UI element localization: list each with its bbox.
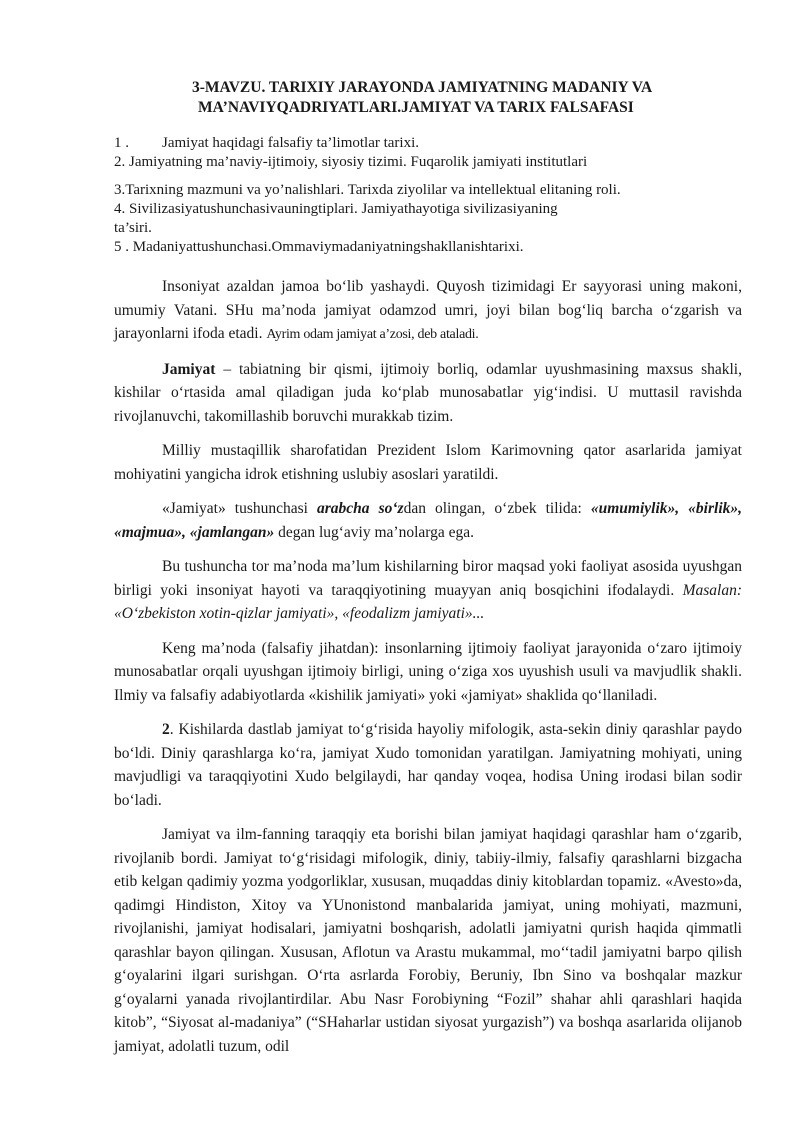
paragraph-5-example: Masalan: «O‘zbekiston xotin-qizlar jamiyati», «feodalizm jamiyati»... — [114, 581, 742, 622]
paragraph-4 — [114, 497, 742, 544]
paragraph-4-part-a: «Jamiyat» tushunchasi — [162, 500, 317, 517]
outline-item-4: 4. Sivilizasiyatushunchasivauningtiplari. Jamiyathayotiga sivilizasiyaning — [114, 201, 558, 217]
outline-item-5: 5 . Madaniyattushunchasi.Ommaviymadaniyatningshakllanishtarixi. — [114, 239, 524, 255]
title-line-1: 3-MAVZU. TARIXIY JARAYONDA JAMIYATNING MADANIY VA — [192, 79, 653, 96]
outline-item-4-continued: ta’siri. — [114, 220, 152, 236]
paragraph-4-emphasis-origin: arabcha so‘z — [317, 500, 404, 517]
paragraph-1 — [114, 275, 742, 347]
outline-item-1-number: 1 . — [114, 135, 129, 151]
section-number-2: 2 — [162, 721, 170, 738]
paragraph-8: Jamiyat va ilm-fanning taraqqiy eta borishi bilan jamiyat haqidagi qarashlar ham o‘zgarib, rivojlanib bordi. Jamiyat to‘g‘risidagi mifologik, diniy, tabiiy-ilmiy, falsafiy qarashlarni bizgacha etib kelgan qadimiy yozma yodgorliklar, xususan, muqaddas diniy kitoblardan topamiz. «Avesto»da, qadimgi Hindiston, Xitoy va YUnonistond manbalarida jamiyat, uning mohiyati, mazmuni, rivojlanishi, jamiyat hodisalari, jamiyatni boshqarish, adolatli jamiyatni qurish haqida qimmatli qarashlar bayon qilingan. Xususan, Aflotun va Arastu mukammal, mo‘‘tadil jamiyatni barpo qilish g‘oyalarini ilgari surishgan. O‘rta asrlarda Forobiy, Beruniy, Ibn Sino va boshqalar mazkur g‘oyalarni yanada rivojlantirdilar. Abu Nasr Forobiyning “Fozil” shahar ahli qarashlari haqida kitob”, “Siyosat al-madaniya” (“SHaharlar ustidan siyosat yurgazish”) va boshqa asarlarida olijanob jamiyat, adolatli tuzum, odil — [114, 826, 742, 1055]
paragraph-7-text: . Kishilarda dastlab jamiyat to‘g‘risida hayoliy mifologik, asta-sekin diniy qarashlar paydo bo‘ldi. Diniy qarashlarga ko‘ra, jamiyat Xudo tomonidan yaratilgan. Jamiyatning mohiyati, uning mavjudligi va taraqqiyotini Xudo belgilaydi, har qanday voqea, hodisa Uning irodasi bilan sodir bo‘ladi. — [114, 721, 742, 809]
title-line-2: MA’NAVIYQADRIYATLARI.JAMIYAT VA TARIX FALSAFASI — [198, 99, 634, 116]
paragraph-2-text: – tabiatning bir qismi, ijtimoiy borliq, odamlar uyushmasining maxsus shakli, kishilar o‘rtasida amal qiladigan juda ko‘plab munosabatlar yig‘indisi. U muttasil ravishda rivojlanuvchi, takomillashib boruvchi murakkab tizim. — [114, 360, 742, 425]
paragraph-7 — [114, 718, 742, 812]
paragraph-1-note: Ayrim odam jamiyat a’zosi, deb ataladi. — [266, 327, 479, 342]
paragraph-4-part-c: dan olingan, o‘zbek tilida: — [403, 500, 591, 517]
outline-item-2: 2. Jamiyatning ma’naviy-ijtimoiy, siyosiy tizimi. Fuqarolik jamiyati institutlari — [114, 154, 588, 170]
term-jamiyat: Jamiyat — [162, 360, 216, 378]
paragraph-3: Milliy mustaqillik sharofatidan Prezident Islom Karimovning qator asarlarida jamiyat mohiyatini yangicha idrok etishning uslubiy asoslari yaratildi. — [114, 442, 742, 483]
document-body — [114, 275, 742, 1069]
paragraph-4-part-e: degan lug‘aviy ma’nolarga ega. — [274, 523, 475, 541]
paragraph-1-text: Insoniyat azaldan jamoa bo‘lib yashaydi. Quyosh tizimidagi Er sayyorasi uning makoni, umumiy Vatani. SHu ma’noda jamiyat odamzod umri, joyi bilan bog‘liq barcha o‘zgarish va jarayonlarni ifoda etadi. — [114, 278, 742, 342]
outline-item-1-text: Jamiyat haqidagi falsafiy ta’limotlar tarixi. — [162, 135, 419, 151]
paragraph-4-emphasis-meanings: «umumiylik», «birlik», «majmua», «jamlangan» — [114, 500, 742, 541]
topic-outline — [114, 134, 734, 257]
outline-item-3: 3.Tarixning mazmuni va yo’nalishlari. Tarixda ziyolilar va intellektual elitaning roli. — [114, 182, 621, 198]
paragraph-2 — [114, 358, 742, 429]
paragraph-5-text: Bu tushuncha tor ma’noda ma’lum kishilarning biror maqsad yoki faoliyat asosida uyushgan birligi yoki insoniyat hayoti va taraqqiyotining muayyan aniq bosqichini ifodalaydi. — [114, 558, 742, 599]
outline-item-1 — [114, 134, 734, 153]
paragraph-6: Keng ma’noda (falsafiy jihatdan): insonlarning ijtimoiy faoliyat jarayonida o‘zaro ijtimoiy munosabatlar orqali uyushgan ijtimoiy birligi, uning o‘ziga xos uyushish usuli va mavjudlik shakli. Ilmiy va falsafiy adabiyotlarda «kishilik jamiyati» yoki «jamiyat» shaklida qo‘llaniladi. — [114, 639, 742, 704]
page-title — [192, 78, 712, 118]
paragraph-5 — [114, 555, 742, 626]
